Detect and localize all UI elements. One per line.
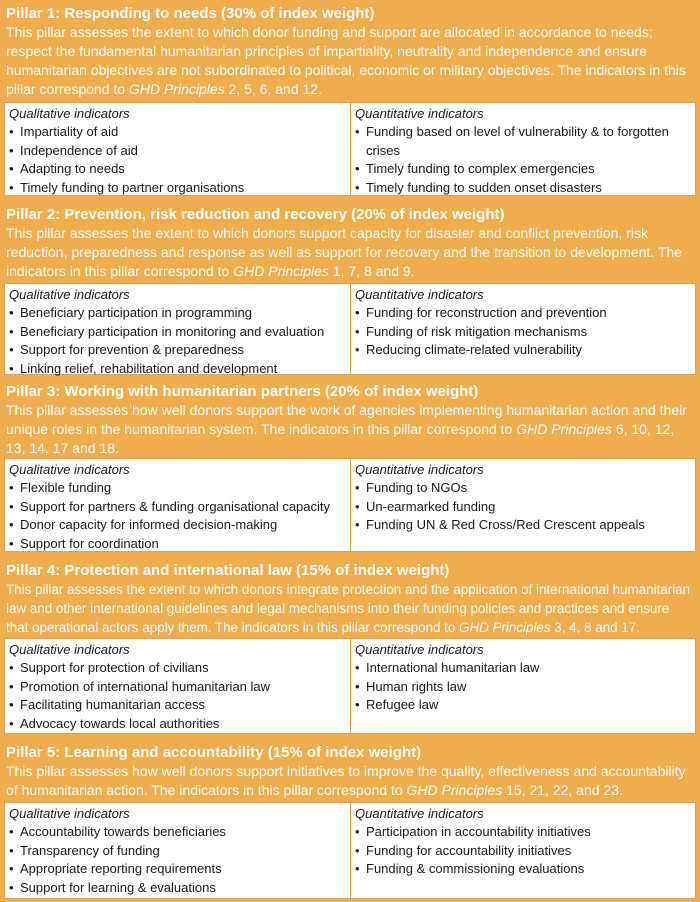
list-item: • Funding to NGOs [355, 479, 691, 498]
quantitative-column [351, 103, 695, 195]
list-item: • Advocacy towards local authorities [9, 715, 346, 734]
qualitative-heading: Qualitative indicators [9, 287, 130, 302]
quantitative-heading: Quantitative indicators [355, 642, 484, 657]
list-item: • Facilitating humanitarian access [9, 696, 346, 715]
list-item: • Funding of risk mitigation mechanisms [355, 323, 691, 342]
qualitative-list [9, 823, 346, 897]
pillar-header [0, 739, 700, 802]
list-item: • Support for learning & evaluations [9, 879, 346, 898]
qualitative-heading: Qualitative indicators [9, 462, 130, 477]
qualitative-column [5, 803, 351, 898]
pillar-header [0, 378, 700, 458]
indicator-table [4, 638, 696, 734]
qualitative-heading: Qualitative indicators [9, 806, 130, 821]
list-item: • Timely funding to partner organisations [9, 179, 346, 198]
list-item: • Funding for accountability initiatives [355, 842, 691, 861]
list-item: • Refugee law [355, 696, 691, 715]
pillar-title: Pillar 3: Working with humanitarian partners (20% of index weight) [6, 383, 479, 400]
indicator-table [4, 283, 696, 375]
quantitative-column [351, 284, 695, 374]
list-item: • International humanitarian law [355, 659, 691, 678]
pillar-4 [0, 557, 700, 731]
list-item: • Promotion of international humanitarian law [9, 678, 346, 697]
list-item: • Transparency of funding [9, 842, 346, 861]
list-item: • Appropriate reporting requirements [9, 860, 346, 879]
pillar-header [0, 557, 700, 638]
quantitative-column [351, 639, 695, 733]
quantitative-heading: Quantitative indicators [355, 287, 484, 302]
pillar-description: This pillar assesses how well donors support the work of agencies implementing humanitarian action and their unique roles in the humanitarian system. The indicators in this pillar correspond to GHD Principles 6, 10, 12, 13, 14, 17 and 18. [6, 402, 687, 456]
list-item: • Accountability towards beneficiaries [9, 823, 346, 842]
list-item: • Support for coordination [9, 535, 346, 554]
list-item: • Support for protection of civilians [9, 659, 346, 678]
quantitative-heading: Quantitative indicators [355, 462, 484, 477]
list-item: • Support for prevention & preparedness [9, 341, 346, 360]
qualitative-list [9, 479, 346, 553]
quantitative-list [355, 659, 691, 715]
qualitative-column [5, 459, 351, 551]
list-item: • Reducing climate-related vulnerability [355, 341, 691, 360]
qualitative-column [5, 103, 351, 195]
ghd-principles-ref: GHD Principles [459, 620, 551, 635]
list-item: • Linking relief, rehabilitation and development [9, 360, 346, 379]
quantitative-list [355, 123, 691, 197]
pillar-title: Pillar 1: Responding to needs (30% of index weight) [6, 5, 375, 22]
list-item: • Funding & commissioning evaluations [355, 860, 691, 879]
quantitative-list [355, 304, 691, 360]
list-item: • Timely funding to sudden onset disasters [355, 179, 691, 198]
quantitative-list [355, 823, 691, 879]
qualitative-heading: Qualitative indicators [9, 106, 130, 121]
list-item: • Support for partners & funding organisational capacity [9, 498, 346, 517]
pillar-title: Pillar 4: Protection and international law (15% of index weight) [6, 562, 450, 579]
ghd-principles-ref: GHD Principles [128, 81, 225, 97]
ghd-principles-ref: GHD Principles [233, 263, 329, 279]
list-item: • Funding based on level of vulnerability & to forgotten crises [355, 123, 691, 160]
list-item: • Beneficiary participation in programming [9, 304, 346, 323]
quantitative-list [355, 479, 691, 535]
pillar-description: This pillar assesses the extent to which donors support capacity for disaster and conflict prevention, risk reduction, preparedness and response as well as support for recovery and the transition to development. The indicators in this pillar correspond to GHD Principles 1, 7, 8 and 9. [6, 225, 683, 279]
list-item: • Participation in accountability initiatives [355, 823, 691, 842]
pillar-header [0, 0, 700, 102]
pillar-header [0, 201, 700, 283]
pillar-description: This pillar assesses the extent to which donors integrate protection and the application of international humanitarian law and other international guidelines and legal mechanisms into their funding policies and practices and ensure that operational actors apply them. The indicators in this pillar correspond to GHD Principles 3, 4, 8 and 17. [6, 582, 691, 635]
indicator-table [4, 458, 696, 552]
qualitative-list [9, 659, 346, 733]
qualitative-list [9, 123, 346, 197]
pillar-title: Pillar 2: Prevention, risk reduction and recovery (20% of index weight) [6, 206, 505, 223]
qualitative-column [5, 639, 351, 733]
pillar-2 [0, 201, 700, 376]
list-item: • Independence of aid [9, 142, 346, 161]
qualitative-heading: Qualitative indicators [9, 642, 130, 657]
list-item: • Adapting to needs [9, 160, 346, 179]
list-item: • Impartiality of aid [9, 123, 346, 142]
pillar-3 [0, 378, 700, 551]
pillar-description: This pillar assesses how well donors support initiatives to improve the quality, effectiveness and accountability of humanitarian action. The indicators in this pillar correspond to GHD Principles 15, 21, 22, and 23. [6, 763, 686, 798]
quantitative-heading: Quantitative indicators [355, 806, 484, 821]
pillar-title: Pillar 5: Learning and accountability (15% of index weight) [6, 744, 422, 761]
list-item: • Un-earmarked funding [355, 498, 691, 517]
pillar-1 [0, 0, 700, 195]
pillar-5 [0, 739, 700, 895]
list-item: • Funding UN & Red Cross/Red Crescent appeals [355, 516, 691, 535]
list-item: • Flexible funding [9, 479, 346, 498]
list-item: • Funding for reconstruction and prevention [355, 304, 691, 323]
indicator-table [4, 802, 696, 899]
list-item: • Human rights law [355, 678, 691, 697]
ghd-principles-ref: GHD Principles [406, 782, 503, 798]
ghd-principles-ref: GHD Principles [516, 421, 612, 437]
qualitative-column [5, 284, 351, 374]
quantitative-column [351, 803, 695, 898]
indicator-table [4, 102, 696, 196]
quantitative-column [351, 459, 695, 551]
list-item: • Timely funding to complex emergencies [355, 160, 691, 179]
list-item: • Donor capacity for informed decision-making [9, 516, 346, 535]
pillar-description: This pillar assesses the extent to which donor funding and support are allocated in accordance to needs; respect the fundamental humanitarian principles of impartiality, neutrality and independence and ensure humanitarian objectives are not subordinated to political, economic or military objectives. The indicators in this pillar correspond to GHD Principles 2, 5, 6, and 12. [6, 24, 686, 97]
quantitative-heading: Quantitative indicators [355, 106, 484, 121]
list-item: • Beneficiary participation in monitoring and evaluation [9, 323, 346, 342]
qualitative-list [9, 304, 346, 378]
